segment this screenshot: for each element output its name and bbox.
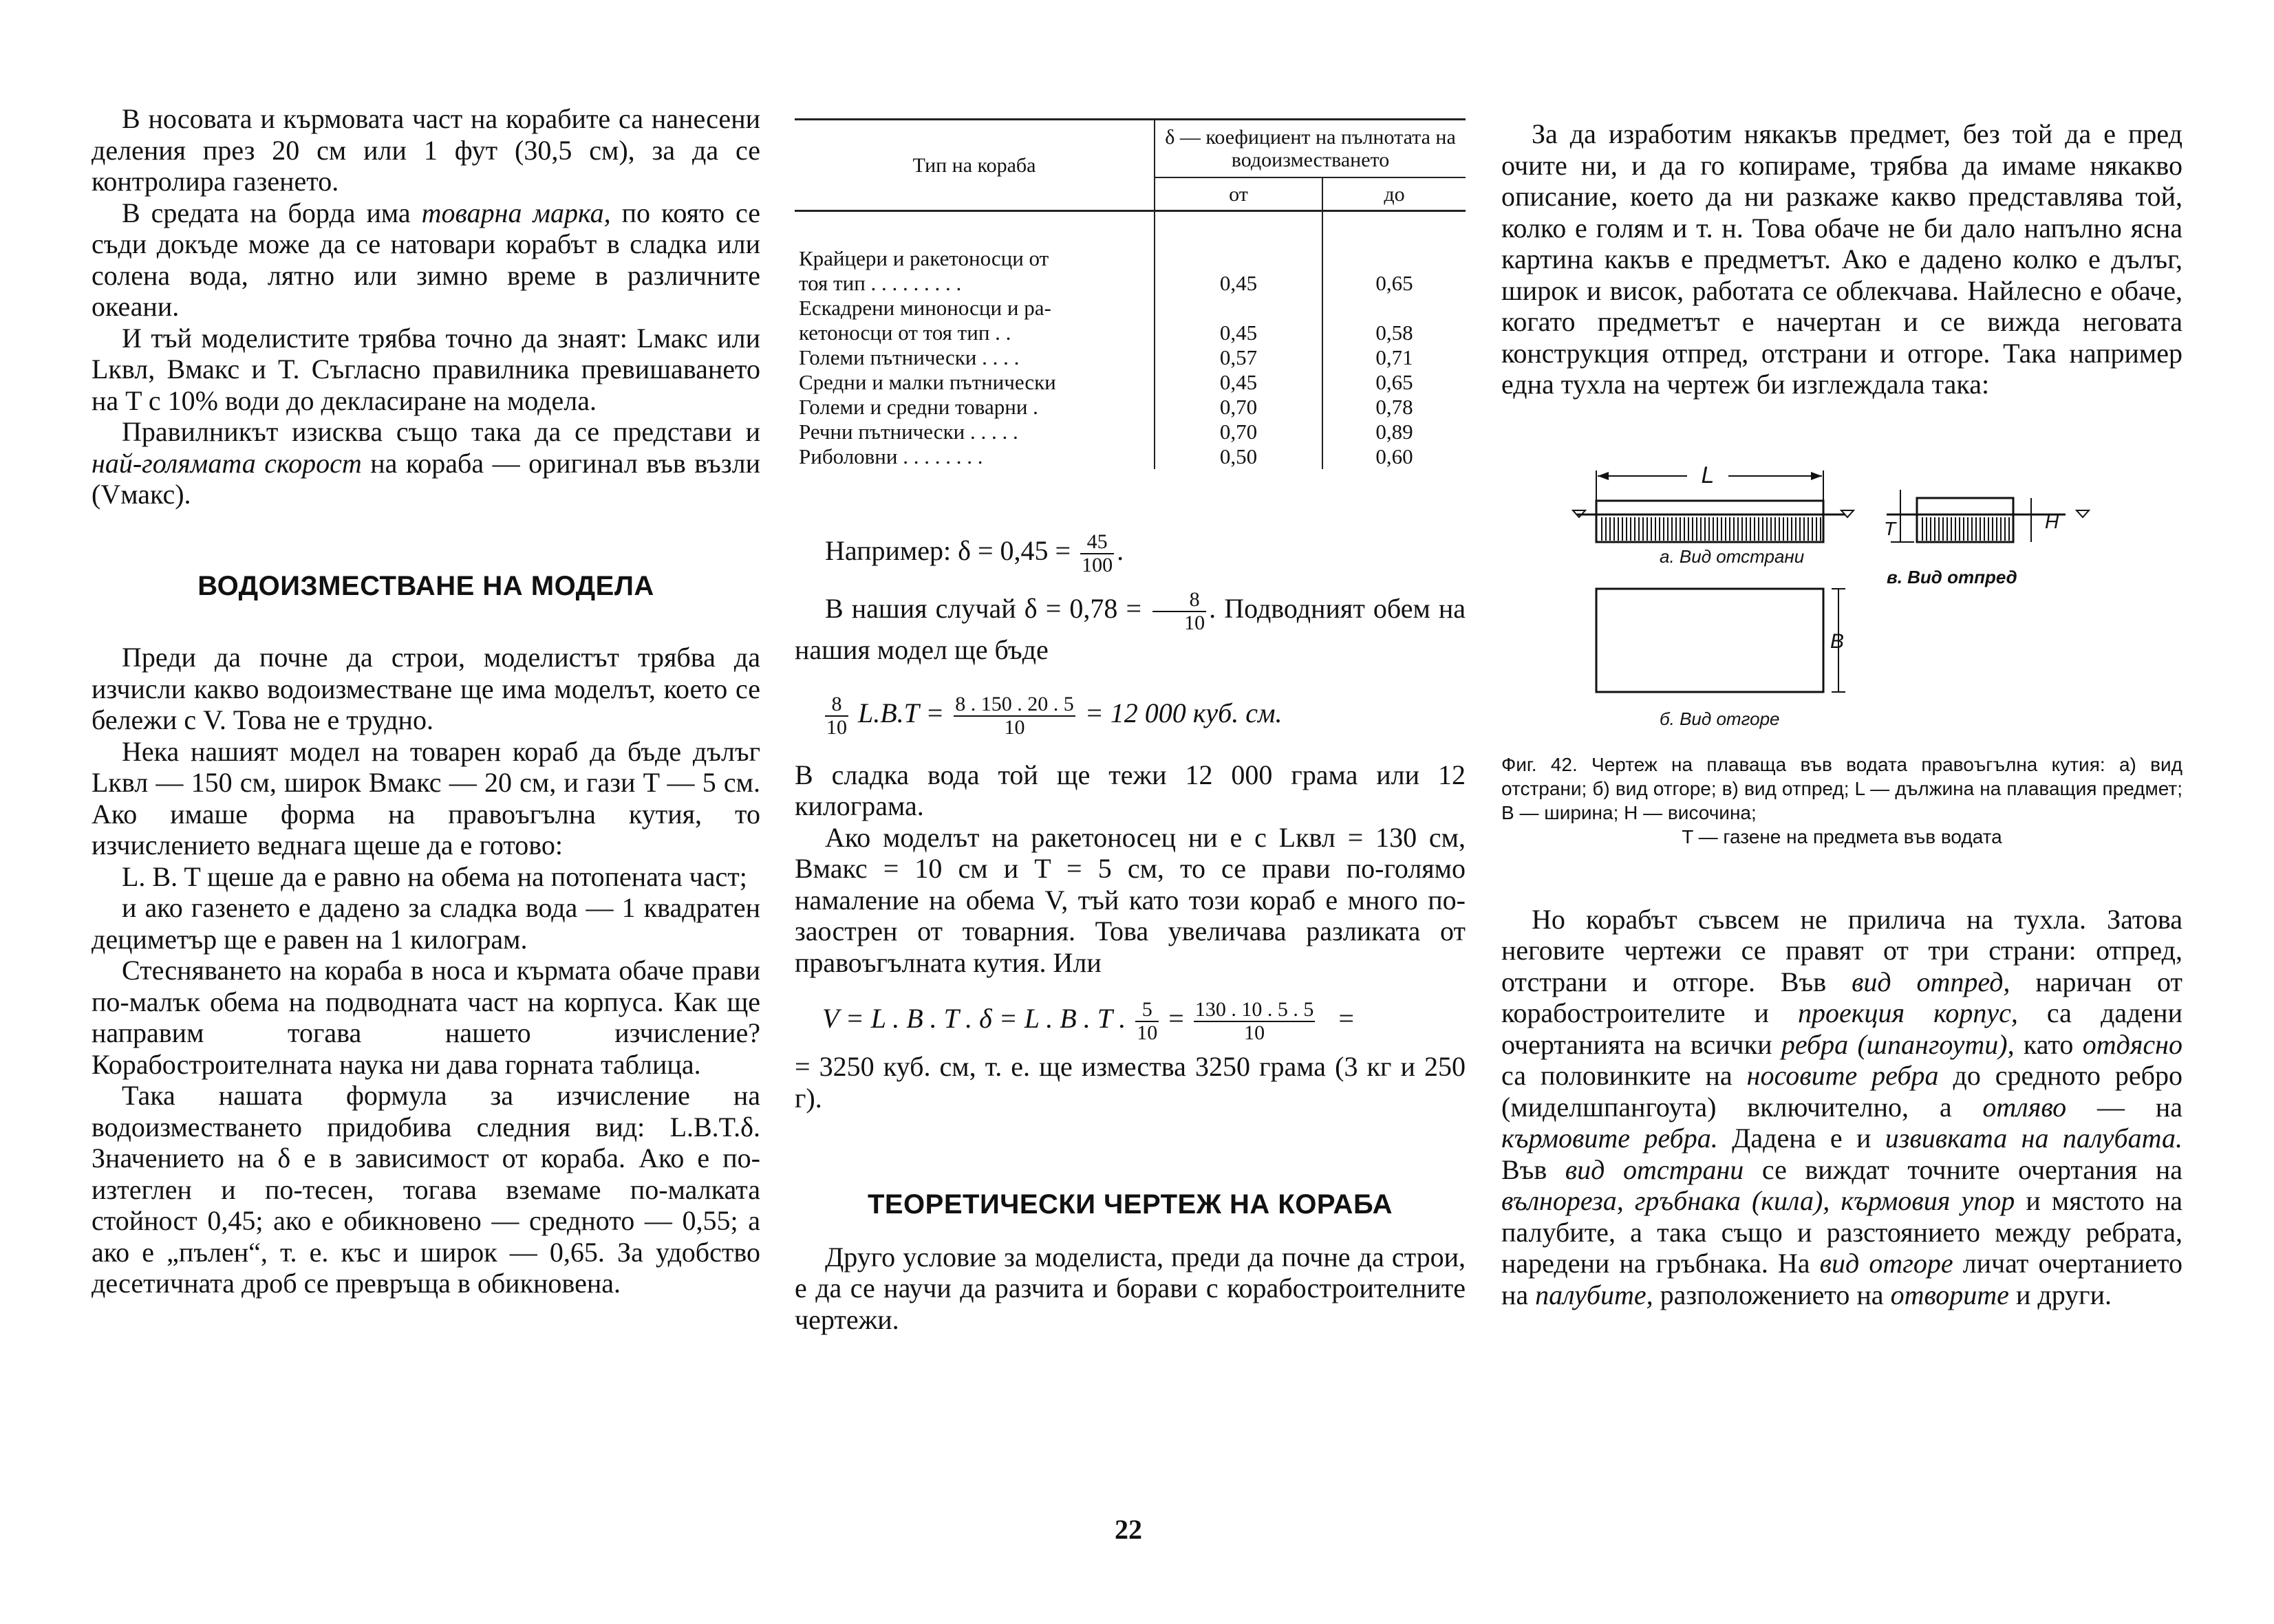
column-middle	[795, 118, 1466, 1335]
page-number: 22	[1115, 1514, 1142, 1545]
table-cell: 0,71	[1375, 345, 1413, 369]
table-header-delta: δ — коефициент на пълнотата на водоизместването	[1155, 120, 1466, 178]
figure-caption: Фиг. 42. Чертеж на плаваща във водата правоъгълна кутия: а) вид отстрани; б) вид отгоре; в) вид отпред; L — дължина на плаващия предмет; B — ширина; H — височина; T — газене на предмета във водата	[1501, 753, 2182, 847]
table-cell: тоя тип . . . . . . . . .	[799, 271, 962, 295]
table-cell: Средни и малки пътнически	[799, 370, 1056, 394]
label-side-view: а. Вид отстрани	[1660, 545, 1805, 567]
column-right	[1501, 118, 2182, 1310]
figure-brick-drawing	[1501, 462, 2182, 751]
table-cell: 0,65	[1375, 370, 1413, 394]
paragraph-reading-drawings: Друго условие за моделиста, преди да почне да строи, е да се научи да разчита и борави с корабостроителните чертежи.	[795, 1241, 1466, 1335]
fraction: $\frac{5}{10}$	[1137, 998, 1158, 1044]
label-H: H	[2045, 510, 2059, 532]
table-cell: 0,45	[1219, 271, 1258, 295]
table-cell: 0,70	[1219, 395, 1258, 419]
section-heading-displacement: ВОДОИЗМЕСТВАНЕ НА МОДЕЛА	[197, 570, 654, 601]
label-front-view: в. Вид отпред	[1887, 566, 2017, 587]
table-header-to: до	[1322, 177, 1466, 211]
volume-formula: $\frac{8}{10}$ L.B.T = $\frac{8 . 150 . 20 . 5}{10}$ = 12 000 куб. см.	[826, 692, 1283, 739]
table-column-type	[795, 211, 1155, 470]
fraction: $\frac{130 . 10 . 5 . 5}{10}$	[1194, 998, 1314, 1044]
paragraph-example-cargo: Нека нашият модел на товарен кораб да бъде дълъг Lквл — 150 см, широк Bмакс — 20 см, и гази T — 5 см. Ако имаше форма на правоъгълна кутия, то изчислението веднага щеше да е готово:	[92, 735, 760, 860]
table-cell: 0,89	[1375, 420, 1413, 444]
paragraph-rocket-ship: Ако моделът на ракетоносец ни е с Lквл = 130 см, Bмакс = 10 см и T = 5 см, то се прави по-голямо намаление на обема V, тъй като този кораб е много по-заострен от товарния. Това увеличава разликата от правоъгълната кутия. Или	[795, 821, 1466, 978]
table-cell: 0,58	[1375, 321, 1413, 345]
fraction: $\frac{8}{10}$	[1152, 589, 1206, 634]
table-cell: 0,45	[1219, 321, 1258, 345]
paragraph-draft-marks: В носовата и кърмовата част на корабите са нанесени деления през 20 см или 1 фут (30,5 см), за да се контролира газенето.	[92, 103, 760, 197]
example-formula: Например: δ = 0,45 = $\frac{45}{100}$ .	[825, 530, 1124, 576]
section-heading-drawing: ТЕОРЕТИЧЕСКИ ЧЕРТЕЖ НА КОРАБА	[867, 1189, 1393, 1220]
coefficient-table	[795, 118, 1466, 469]
paragraph-weight: В сладка вода той ще тежи 12 000 грама или 12 килограма.	[795, 759, 1466, 821]
table-cell: 0,65	[1375, 271, 1413, 295]
paragraph-result: = 3250 куб. см, т. е. ще измества 3250 грама (3 кг и 250 г).	[795, 1051, 1466, 1114]
table-cell: кетоносци от тоя тип . .	[799, 321, 1011, 345]
table-column-from	[1155, 211, 1322, 470]
brick-diagram	[1501, 462, 2182, 751]
paragraph-volume: L. B. T щеше да е равно на обема на потопената част;	[122, 860, 747, 892]
table-cell: Крайцери и ракетоносци от	[799, 246, 1049, 270]
table-cell: Ескадрени миноносци и ра-	[799, 296, 1051, 320]
table-cell: Големи и средни товарни .	[799, 395, 1038, 419]
label-L: L	[1701, 462, 1715, 488]
paragraph-our-case: В нашия случай δ = 0,78 = $\frac{8}{10}$ . Подводният обем на нашия модел ще бъде	[795, 588, 1466, 665]
paragraph-ship-drawings: Но корабът съвсем не прилича на тухла. Затова неговите чертежи се правят от три страни: отпред, отстрани и отгоре. Във вид отпред, наричан от корабостроителите и проекция корпус, са дадени очертанията на всички ребра (шпангоути), като отдясно са половинките на носовите ребра до средното ребро (миделшпангоута) включително, а отляво — на кърмовите ребра. Дадена е и извивката на палубата. Във вид отстрани се виждат точните очертания на вълнореза, гръбнака (кила), кърмовия упор и мястото на палубите, а така също и разстоянието между ребрата, наредени на гръбнака. На вид отгоре личат очертанието на палубите, разположението на отворите и други.	[1501, 903, 2183, 1310]
table-header-from: от	[1155, 177, 1322, 211]
fraction: $\frac{8}{10}$	[826, 692, 847, 739]
table-cell: 0,78	[1375, 395, 1413, 419]
rocket-formula: V = L . B . T . δ = L . B . T . $\frac{5}{10}$ = $\frac{130 . 10 . 5 . 5}{10}$ =	[822, 998, 1354, 1044]
label-T: T	[1884, 517, 1896, 539]
label-B: B	[1830, 629, 1845, 653]
table-cell: 0,60	[1375, 444, 1413, 468]
table-header-type: Тип на кораба	[795, 120, 1155, 211]
table-cell: Големи пътнически . . . .	[799, 345, 1020, 369]
table-cell: 0,45	[1219, 370, 1258, 394]
paragraph-intro-displacement: Преди да почне да строи, моделистът трябва да изчисли какво водоизместване ще има моделът, което се бележи с V. Това не е трудно.	[92, 642, 760, 735]
paragraph-narrowing: Стесняването на кораба в носа и кърмата обаче прави по-малък обема на подводната част на корпуса. Как ще направим тогава нашето изчисление? Корабостроителната наука ни дава горната таблица.	[92, 955, 760, 1080]
paragraph-fresh-water: и ако газенето е дадено за сладка вода — 1 квадратен дециметър ще е равен на 1 килограм.	[92, 892, 760, 955]
paragraph-load-mark: В средата на борда има товарна марка, по която се съди докъде може да се натовари корабът в сладка или солена вода, лятно или зимно време в различните океани.	[92, 197, 760, 322]
paragraph-description: За да изработим някакъв предмет, без той да е пред очите ни, и да го копираме, трябва да имаме някакво описание, което да ни разкаже какво представлява той, колко е голям и т. н. Това обаче не би дало напълно ясна картина какъв е предметът. Ако е дадено колко е дълъг, широк и висок, работата се облекчава. Найлесно е обаче, когато предметът е начертан и се вижда неговата конструкция отпред, отстрани и отгоре. Така например една тухла на чертеж би изглеждала така:	[1501, 118, 2182, 400]
table-cell: 0,70	[1219, 420, 1258, 444]
fraction: $\frac{45}{100}$	[1082, 530, 1113, 576]
table-cell: 0,50	[1219, 444, 1258, 468]
table-column-to	[1322, 211, 1466, 470]
fraction: $\frac{8 . 150 . 20 . 5}{10}$	[955, 692, 1074, 739]
table-cell: 0,57	[1219, 345, 1258, 369]
table-cell: Риболовни . . . . . . . .	[799, 444, 983, 468]
paragraph-speed: Правилникът изисква също така да се представи и най-голямата скорост на кораба — оригинал във възли (Vмакс).	[92, 416, 760, 510]
paragraph-rules: И тъй моделистите трябва точно да знаят: Lмакс или Lквл, Bмакс и T. Съгласно правилника превишаването на T с 10% води до декласиране на модела.	[92, 322, 760, 416]
column-left	[92, 103, 760, 1299]
paragraph-formula: Така нашата формула за изчисление на водоизместването придобива следния вид: L.B.T.δ. Значението на δ е в зависимост от кораба. Ако е по-изтеглен и по-тесен, тогава вземаме по-малката стойност 0,45; ако е обикновено — средното — 0,55; а ако е „пълен“, т. е. къс и широк — 0,65. За удобство десетичната дроб се превръща в обикновена.	[92, 1080, 760, 1299]
label-top-view: б. Вид отгоре	[1660, 708, 1780, 729]
table-cell: Речни пътнически . . . . .	[799, 420, 1018, 444]
